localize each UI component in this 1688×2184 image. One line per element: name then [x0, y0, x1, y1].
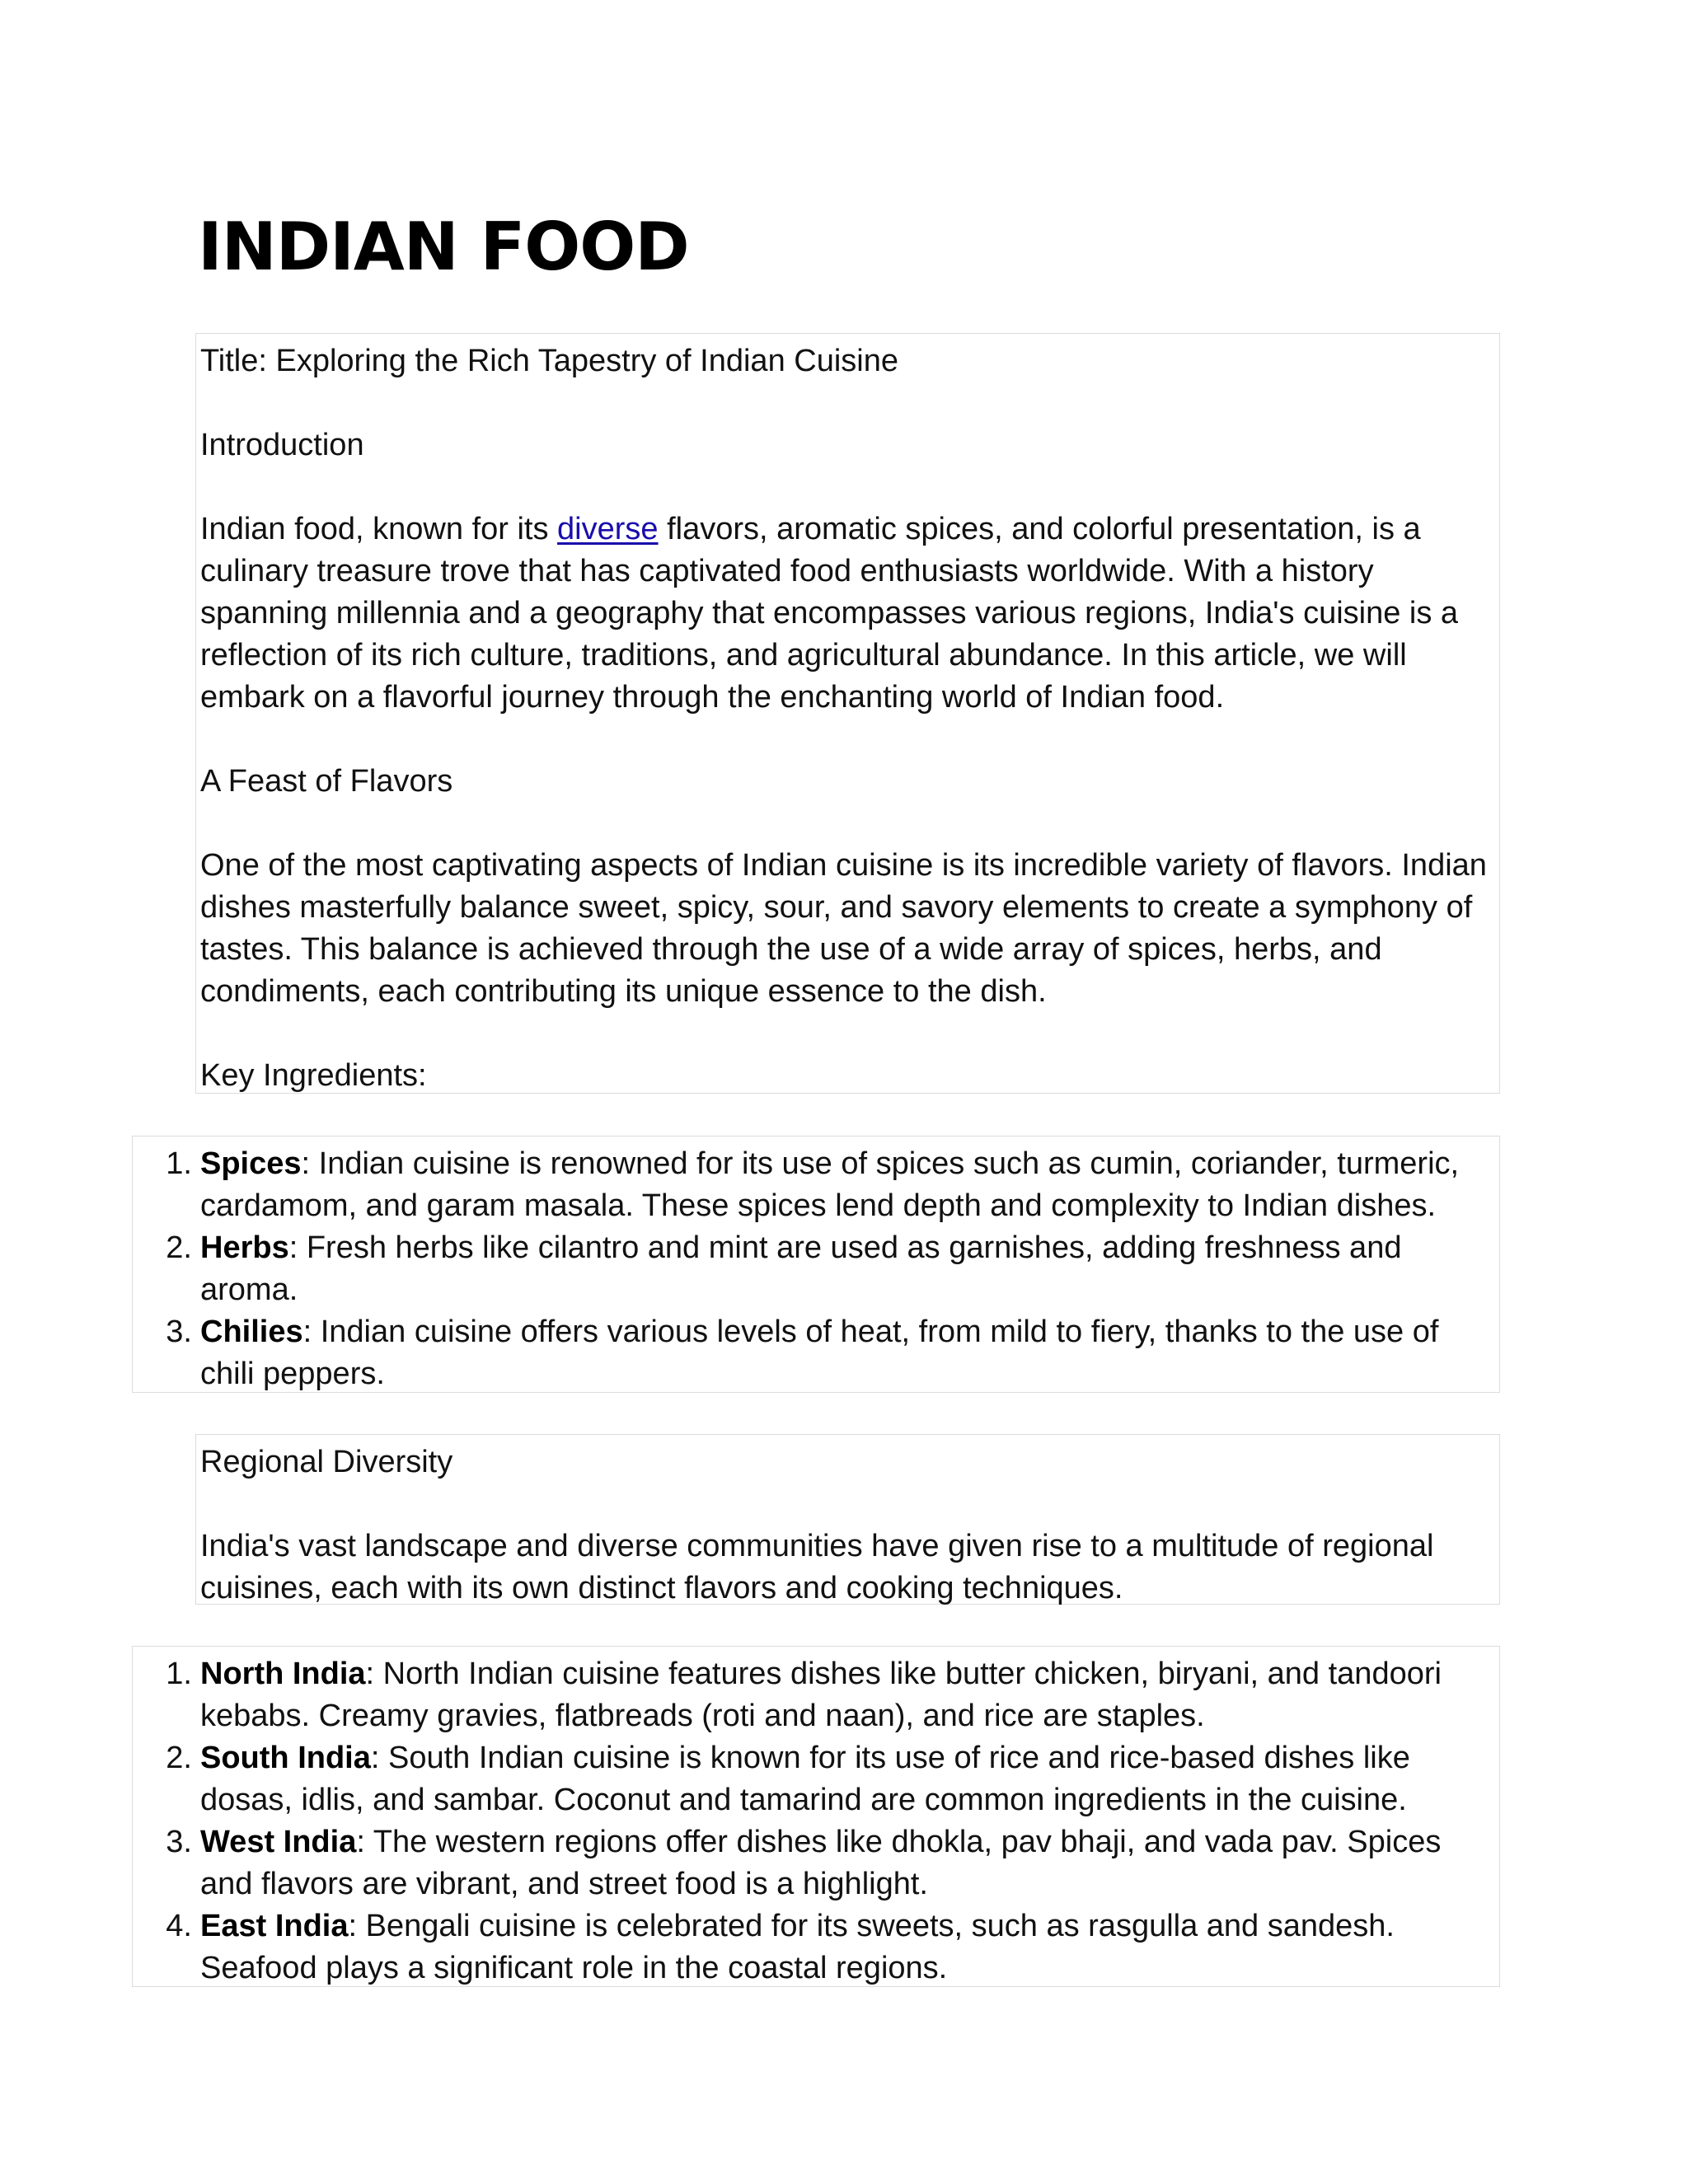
list-item [133, 1905, 1499, 1990]
diverse-link[interactable]: diverse [557, 512, 659, 546]
introduction-paragraph [196, 509, 1499, 719]
list-term: Chilies [200, 1315, 303, 1349]
feast-heading: A Feast of Flavors [200, 764, 453, 799]
list-item [133, 1653, 1499, 1737]
list-number: 2. [166, 1741, 192, 1775]
list-item [133, 1737, 1499, 1821]
regions-list-section [132, 1646, 1500, 1987]
ingredients-list [133, 1143, 1499, 1395]
list-number: 3. [166, 1825, 192, 1859]
list-term: Herbs [200, 1230, 289, 1265]
regional-section [195, 1434, 1500, 1605]
intro-text-rest: flavors, aromatic spices, and colorful presentation, is a culinary treasure trove that has captivated food enthusiasts worldwide. With a history spanning millennia and a geography that encompasses various regions, India's cuisine is a reflection of its rich culture, traditions, and agricultural abundance. In this article, we will embark on a flavorful journey through the enchanting world of Indian food. [200, 512, 1459, 715]
list-item [133, 1143, 1499, 1227]
list-text: : Bengali cuisine is celebrated for its sweets, such as rasgulla and sandesh. Seafood plays a significant role in the coastal regions. [200, 1909, 1395, 1985]
list-item [133, 1227, 1499, 1311]
list-term: West India [200, 1825, 357, 1859]
intro-text-start: Indian food, known for its [200, 512, 558, 546]
introduction-heading: Introduction [200, 428, 364, 462]
key-ingredients-heading: Key Ingredients: [200, 1058, 427, 1093]
list-text: : Fresh herbs like cilantro and mint are used as garnishes, adding freshness and aroma. [200, 1230, 1402, 1307]
ingredients-list-section [132, 1136, 1500, 1393]
list-number: 4. [166, 1909, 192, 1943]
list-number: 2. [166, 1230, 192, 1265]
list-text: : North Indian cuisine features dishes like butter chicken, biryani, and tandoori kebabs. Creamy gravies, flatbreads (roti and naan), and rice are staples. [200, 1657, 1442, 1733]
article-title-line: Title: Exploring the Rich Tapestry of Indian Cuisine [200, 344, 898, 378]
list-text: : Indian cuisine offers various levels of heat, from mild to fiery, thanks to the use of chili peppers. [200, 1315, 1439, 1391]
list-item [133, 1311, 1499, 1395]
list-number: 3. [166, 1315, 192, 1349]
list-term: South India [200, 1741, 371, 1775]
list-number: 1. [166, 1657, 192, 1691]
intro-section [195, 333, 1500, 1094]
page-title: INDIAN FOOD [198, 209, 689, 285]
regional-heading: Regional Diversity [200, 1445, 453, 1479]
list-number: 1. [166, 1146, 192, 1181]
list-term: North India [200, 1657, 366, 1691]
list-text: : The western regions offer dishes like dhokla, pav bhaji, and vada pav. Spices and flavors are vibrant, and street food is a highlight. [200, 1825, 1442, 1901]
list-text: : South Indian cuisine is known for its use of rice and rice-based dishes like dosas, idlis, and sambar. Coconut and tamarind are common ingredients in the cuisine. [200, 1741, 1410, 1817]
regions-list [133, 1653, 1499, 1990]
list-text: : Indian cuisine is renowned for its use of spices such as cumin, coriander, turmeric, cardamom, and garam masala. These spices lend depth and complexity to Indian dishes. [200, 1146, 1460, 1223]
list-item [133, 1821, 1499, 1905]
feast-paragraph: One of the most captivating aspects of Indian cuisine is its incredible variety of flavors. Indian dishes masterfully balance sweet, spicy, sour, and savory elements to create a symphony of tastes. This balance is achieved through the use of a wide array of spices, herbs, and condiments, each contributing its unique essence to the dish. [200, 848, 1487, 1009]
regional-paragraph: India's vast landscape and diverse communities have given rise to a multitude of regional cuisines, each with its own distinct flavors and cooking techniques. [200, 1529, 1434, 1605]
list-term: Spices [200, 1146, 302, 1181]
list-term: East India [200, 1909, 349, 1943]
